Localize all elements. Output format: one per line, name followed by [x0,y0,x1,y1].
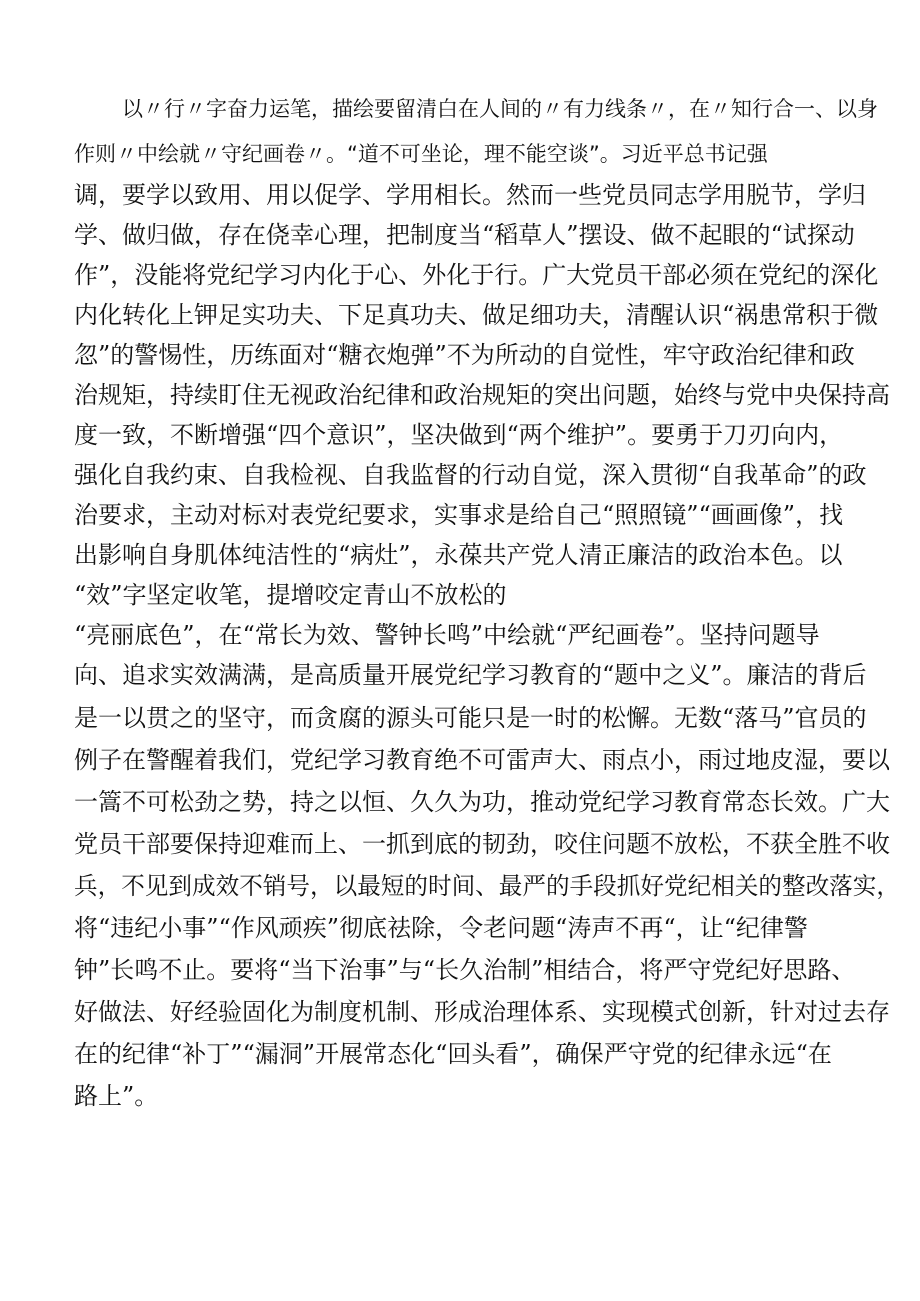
text-line-4: 学、做归做，存在侥幸心理，把制度当“稻草人”摆设、做不起眼的“试探动 [74,221,855,249]
text-line-6: 内化转化上钾足实功夫、下足真功夫、做足细功夫，清醒认识“祸患常积于微 [74,301,879,329]
text-line-14: “亮丽底色”，在“常长为效、警钟长鸣”中绘就“严纪画卷”。坚持问题导 [74,621,820,649]
text-line-23: 好做法、好经验固化为制度机制、形成治理体系、实现模式创新，针对过去存 [74,998,890,1026]
text-line-16: 是一以贯之的坚守，而贪腐的源头可能只是一时的松懈。无数“落马”官员的 [74,704,867,732]
text-line-11: 治要求，主动对标对表党纪要求，实事求是给自己“照照镜”“画画像”，找 [74,501,844,529]
text-line-17: 例子在警醒着我们，党纪学习教育绝不可雷声大、雨点小，雨过地皮湿，要以 [74,746,890,774]
text-line-5: 作”，没能将党纪学习内化于心、外化于行。广大党员干部必须在党纪的深化 [74,261,879,289]
text-line-7: 忽”的警惕性，历练面对“糖衣炮弹”不为所动的自觉性，牢守政治纪律和政 [74,341,855,369]
text-line-12: 出影响自身肌体纯洁性的“病灶”，永葆共产党人清正廉洁的政治本色。以 [74,541,843,569]
text-line-2: 作则〃中绘就〃守纪画卷〃。“道不可坐论，理不能空谈”。习近平总书记强 [74,142,768,166]
text-line-13: “效”字坚定收笔，提增咬定青山不放松的 [74,581,507,609]
text-line-24: 在的纪律“补丁”“漏洞”开展常态化“回头看”，确保严守党的纪律永远“在 [74,1040,832,1068]
text-line-22: 钟”长鸣不止。要将“当下治事”与“长久治制”相结合，将严守党纪好思路、 [74,956,856,984]
text-line-25: 路上”。 [74,1082,159,1110]
text-line-3: 调，要学以致用、用以促学、学用相长。然而一些党员同志学用脱节，学归 [74,181,866,209]
text-line-1: 以〃行〃字奋力运笔，描绘要留清白在人间的〃有力线条〃，在〃知行合一、以身 [122,97,878,121]
text-line-9: 度一致，不断增强“四个意识”，坚决做到“两个维护”。要勇于刀刃向内， [74,421,844,449]
text-line-15: 向、追求实效满满，是高质量开展党纪学习教育的“题中之义”。廉洁的背后 [74,661,867,689]
text-line-10: 强化自我约束、自我检视、自我监督的行动自觉，深入贯彻“自我革命”的政 [74,461,867,489]
text-line-19: 党员干部要保持迎难而上、一抓到底的韧劲，咬住问题不放松，不获全胜不收 [74,830,890,858]
text-line-8: 治规矩，持续盯住无视政治纪律和政治规矩的突出问题，始终与党中央保持高 [74,381,890,409]
text-line-20: 兵，不见到成效不销号，以最短的时间、最严的手段抓好党纪相关的整改落实， [74,872,900,900]
text-line-21: 将“违纪小事”“作风顽疾”彻底祛除，令老问题“涛声不再“，让“纪律警 [74,914,808,942]
text-line-18: 一篙不可松劲之势，持之以恒、久久为功，推动党纪学习教育常态长效。广大 [74,788,890,816]
